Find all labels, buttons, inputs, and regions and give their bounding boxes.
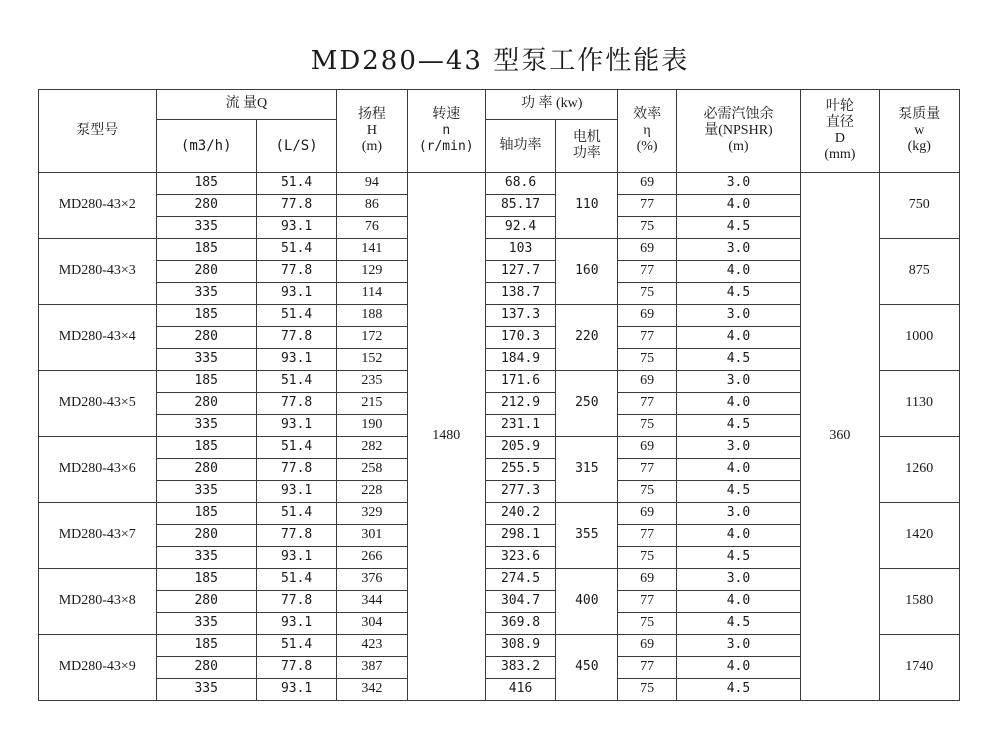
shaft-power-cell: 184.9: [485, 349, 555, 371]
flow-ls-cell: 77.8: [256, 657, 336, 679]
flow-m3h-cell: 335: [156, 613, 256, 635]
pump-mass-cell: 750: [879, 173, 959, 239]
shaft-power-cell: 255.5: [485, 459, 555, 481]
shaft-power-cell: 240.2: [485, 503, 555, 525]
efficiency-cell: 75: [618, 349, 676, 371]
header-power: 功 率 (kw): [485, 90, 618, 120]
npshr-cell: 4.5: [676, 547, 801, 569]
pump-model-cell: MD280-43×5: [39, 371, 157, 437]
table-row: [39, 173, 960, 195]
header-flow: 流 量Q: [156, 90, 337, 120]
shaft-power-cell: 85.17: [485, 195, 555, 217]
flow-m3h-cell: 280: [156, 657, 256, 679]
pump-model-cell: MD280-43×6: [39, 437, 157, 503]
npshr-cell: 3.0: [676, 239, 801, 261]
flow-m3h-cell: 335: [156, 283, 256, 305]
npshr-cell: 4.5: [676, 613, 801, 635]
shaft-power-cell: 231.1: [485, 415, 555, 437]
shaft-power-cell: 103: [485, 239, 555, 261]
head-cell: 423: [337, 635, 407, 657]
table-body: [39, 173, 960, 701]
head-cell: 376: [337, 569, 407, 591]
pump-mass-cell: 1740: [879, 635, 959, 701]
npshr-cell: 3.0: [676, 371, 801, 393]
npshr-cell: 4.0: [676, 525, 801, 547]
efficiency-cell: 69: [618, 503, 676, 525]
npshr-cell: 4.5: [676, 415, 801, 437]
header-flow-m3h: (m3/h): [156, 120, 256, 173]
efficiency-cell: 69: [618, 173, 676, 195]
efficiency-cell: 77: [618, 393, 676, 415]
npshr-cell: 4.5: [676, 283, 801, 305]
flow-m3h-cell: 185: [156, 503, 256, 525]
head-cell: 114: [337, 283, 407, 305]
pump-model-cell: MD280-43×8: [39, 569, 157, 635]
efficiency-cell: 77: [618, 591, 676, 613]
flow-m3h-cell: 185: [156, 305, 256, 327]
npshr-cell: 4.5: [676, 679, 801, 701]
flow-m3h-cell: 280: [156, 459, 256, 481]
npshr-cell: 4.0: [676, 393, 801, 415]
npshr-cell: 3.0: [676, 569, 801, 591]
header-pump-mass: 泵质量 w (kg): [879, 90, 959, 173]
efficiency-cell: 75: [618, 613, 676, 635]
pump-model-cell: MD280-43×3: [39, 239, 157, 305]
shaft-power-cell: 138.7: [485, 283, 555, 305]
shaft-power-cell: 127.7: [485, 261, 555, 283]
shaft-power-cell: 369.8: [485, 613, 555, 635]
flow-ls-cell: 51.4: [256, 437, 336, 459]
head-cell: 129: [337, 261, 407, 283]
efficiency-cell: 77: [618, 525, 676, 547]
efficiency-cell: 69: [618, 305, 676, 327]
shaft-power-cell: 383.2: [485, 657, 555, 679]
flow-m3h-cell: 335: [156, 547, 256, 569]
efficiency-cell: 69: [618, 437, 676, 459]
flow-m3h-cell: 185: [156, 635, 256, 657]
npshr-cell: 4.0: [676, 261, 801, 283]
shaft-power-cell: 308.9: [485, 635, 555, 657]
npshr-cell: 4.0: [676, 657, 801, 679]
head-cell: 188: [337, 305, 407, 327]
head-cell: 266: [337, 547, 407, 569]
efficiency-cell: 69: [618, 371, 676, 393]
flow-m3h-cell: 185: [156, 371, 256, 393]
header-shaft-power: 轴功率: [485, 120, 555, 173]
flow-ls-cell: 51.4: [256, 173, 336, 195]
npshr-cell: 4.5: [676, 349, 801, 371]
flow-m3h-cell: 280: [156, 195, 256, 217]
pump-mass-cell: 1420: [879, 503, 959, 569]
head-cell: 190: [337, 415, 407, 437]
pump-model-cell: MD280-43×7: [39, 503, 157, 569]
flow-m3h-cell: 280: [156, 393, 256, 415]
flow-ls-cell: 77.8: [256, 591, 336, 613]
efficiency-cell: 77: [618, 195, 676, 217]
header-head: 扬程 H (m): [337, 90, 407, 173]
header-speed: 转速 n (r/min): [407, 90, 485, 173]
flow-ls-cell: 51.4: [256, 503, 336, 525]
flow-m3h-cell: 280: [156, 327, 256, 349]
flow-ls-cell: 77.8: [256, 195, 336, 217]
npshr-cell: 4.0: [676, 327, 801, 349]
pump-model-cell: MD280-43×2: [39, 173, 157, 239]
shaft-power-cell: 137.3: [485, 305, 555, 327]
shaft-power-cell: 92.4: [485, 217, 555, 239]
page-title: MD280—43 型泵工作性能表: [310, 46, 690, 76]
flow-ls-cell: 77.8: [256, 261, 336, 283]
shaft-power-cell: 416: [485, 679, 555, 701]
impeller-diameter-cell: 360: [801, 173, 879, 701]
flow-m3h-cell: 335: [156, 217, 256, 239]
efficiency-cell: 77: [618, 261, 676, 283]
shaft-power-cell: 68.6: [485, 173, 555, 195]
efficiency-cell: 75: [618, 283, 676, 305]
flow-ls-cell: 93.1: [256, 613, 336, 635]
npshr-cell: 4.5: [676, 217, 801, 239]
flow-m3h-cell: 185: [156, 173, 256, 195]
flow-ls-cell: 77.8: [256, 393, 336, 415]
motor-power-cell: 250: [556, 371, 618, 437]
head-cell: 235: [337, 371, 407, 393]
motor-power-cell: 315: [556, 437, 618, 503]
head-cell: 258: [337, 459, 407, 481]
flow-ls-cell: 51.4: [256, 371, 336, 393]
motor-power-cell: 355: [556, 503, 618, 569]
flow-ls-cell: 93.1: [256, 217, 336, 239]
motor-power-cell: 400: [556, 569, 618, 635]
head-cell: 94: [337, 173, 407, 195]
flow-ls-cell: 51.4: [256, 239, 336, 261]
header-efficiency: 效率 η (%): [618, 90, 676, 173]
flow-ls-cell: 77.8: [256, 327, 336, 349]
npshr-cell: 4.0: [676, 591, 801, 613]
shaft-power-cell: 298.1: [485, 525, 555, 547]
npshr-cell: 3.0: [676, 173, 801, 195]
head-cell: 76: [337, 217, 407, 239]
flow-ls-cell: 77.8: [256, 459, 336, 481]
shaft-power-cell: 170.3: [485, 327, 555, 349]
head-cell: 86: [337, 195, 407, 217]
motor-power-cell: 110: [556, 173, 618, 239]
shaft-power-cell: 323.6: [485, 547, 555, 569]
npshr-cell: 4.0: [676, 195, 801, 217]
shaft-power-cell: 274.5: [485, 569, 555, 591]
flow-m3h-cell: 185: [156, 437, 256, 459]
flow-ls-cell: 93.1: [256, 547, 336, 569]
head-cell: 152: [337, 349, 407, 371]
efficiency-cell: 75: [618, 481, 676, 503]
flow-ls-cell: 93.1: [256, 679, 336, 701]
shaft-power-cell: 171.6: [485, 371, 555, 393]
pump-mass-cell: 1260: [879, 437, 959, 503]
npshr-cell: 3.0: [676, 437, 801, 459]
head-cell: 141: [337, 239, 407, 261]
header-npshr: 必需汽蚀余 量(NPSHR) (m): [676, 90, 801, 173]
head-cell: 304: [337, 613, 407, 635]
flow-ls-cell: 51.4: [256, 305, 336, 327]
efficiency-cell: 69: [618, 635, 676, 657]
head-cell: 342: [337, 679, 407, 701]
flow-m3h-cell: 335: [156, 415, 256, 437]
flow-m3h-cell: 280: [156, 525, 256, 547]
flow-m3h-cell: 335: [156, 679, 256, 701]
efficiency-cell: 75: [618, 679, 676, 701]
head-cell: 282: [337, 437, 407, 459]
head-cell: 301: [337, 525, 407, 547]
head-cell: 215: [337, 393, 407, 415]
shaft-power-cell: 205.9: [485, 437, 555, 459]
shaft-power-cell: 212.9: [485, 393, 555, 415]
flow-ls-cell: 93.1: [256, 481, 336, 503]
efficiency-cell: 69: [618, 239, 676, 261]
speed-cell: 1480: [407, 173, 485, 701]
shaft-power-cell: 304.7: [485, 591, 555, 613]
flow-m3h-cell: 185: [156, 569, 256, 591]
head-cell: 172: [337, 327, 407, 349]
motor-power-cell: 220: [556, 305, 618, 371]
header-impeller-diameter: 叶轮 直径 D (mm): [801, 90, 879, 173]
header-flow-ls: (L/S): [256, 120, 336, 173]
flow-m3h-cell: 280: [156, 591, 256, 613]
shaft-power-cell: 277.3: [485, 481, 555, 503]
pump-model-cell: MD280-43×9: [39, 635, 157, 701]
efficiency-cell: 77: [618, 657, 676, 679]
efficiency-cell: 69: [618, 569, 676, 591]
motor-power-cell: 450: [556, 635, 618, 701]
motor-power-cell: 160: [556, 239, 618, 305]
npshr-cell: 4.0: [676, 459, 801, 481]
flow-ls-cell: 77.8: [256, 525, 336, 547]
flow-m3h-cell: 185: [156, 239, 256, 261]
head-cell: 329: [337, 503, 407, 525]
npshr-cell: 3.0: [676, 305, 801, 327]
flow-ls-cell: 51.4: [256, 569, 336, 591]
pump-model-cell: MD280-43×4: [39, 305, 157, 371]
performance-table: [38, 89, 960, 701]
pump-mass-cell: 875: [879, 239, 959, 305]
efficiency-cell: 75: [618, 415, 676, 437]
efficiency-cell: 75: [618, 547, 676, 569]
flow-ls-cell: 93.1: [256, 283, 336, 305]
efficiency-cell: 77: [618, 459, 676, 481]
npshr-cell: 3.0: [676, 635, 801, 657]
efficiency-cell: 77: [618, 327, 676, 349]
efficiency-cell: 75: [618, 217, 676, 239]
pump-mass-cell: 1580: [879, 569, 959, 635]
head-cell: 228: [337, 481, 407, 503]
flow-m3h-cell: 280: [156, 261, 256, 283]
flow-ls-cell: 93.1: [256, 349, 336, 371]
npshr-cell: 3.0: [676, 503, 801, 525]
flow-ls-cell: 51.4: [256, 635, 336, 657]
pump-mass-cell: 1130: [879, 371, 959, 437]
flow-m3h-cell: 335: [156, 349, 256, 371]
head-cell: 344: [337, 591, 407, 613]
head-cell: 387: [337, 657, 407, 679]
header-motor-power: 电机 功率: [556, 120, 618, 173]
npshr-cell: 4.5: [676, 481, 801, 503]
flow-ls-cell: 93.1: [256, 415, 336, 437]
flow-m3h-cell: 335: [156, 481, 256, 503]
pump-mass-cell: 1000: [879, 305, 959, 371]
header-pump-model: 泵型号: [39, 90, 157, 173]
